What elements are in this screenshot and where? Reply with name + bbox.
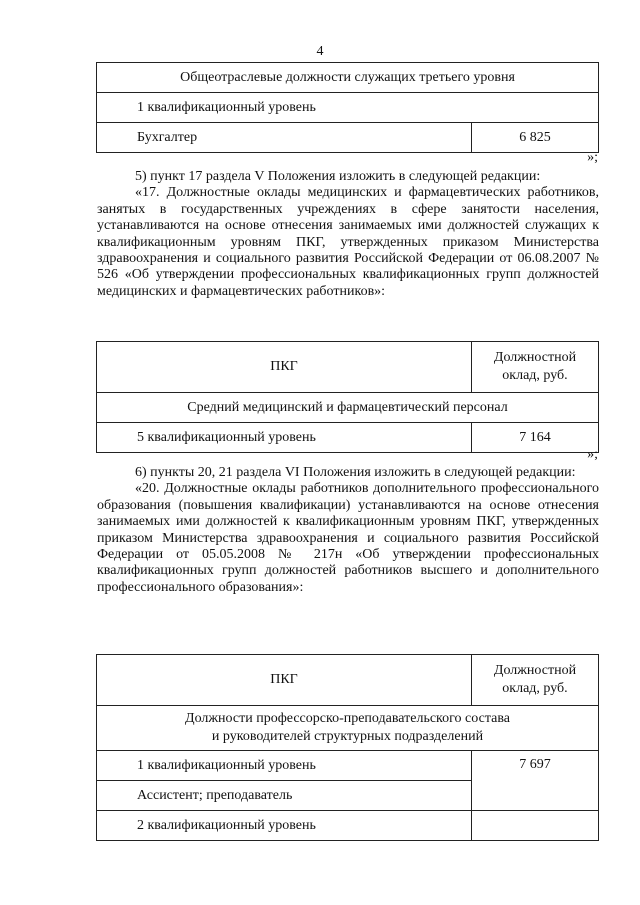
table-row bbox=[97, 342, 599, 393]
quote-close: »; bbox=[587, 447, 598, 462]
position-cell: Бухгалтер bbox=[97, 123, 472, 153]
column-header-pkg: ПКГ bbox=[97, 342, 472, 393]
salary-table-medical bbox=[96, 341, 599, 453]
page-number: 4 bbox=[316, 44, 324, 59]
amendment-paragraph-6 bbox=[97, 465, 599, 596]
table-row bbox=[97, 123, 599, 153]
table-row bbox=[97, 63, 599, 93]
qualification-level-cell: 1 квалификационный уровень bbox=[97, 751, 472, 781]
salary-cell: 7 697 bbox=[472, 751, 599, 811]
column-header-pkg: ПКГ bbox=[97, 655, 472, 706]
salary-cell: 7 164 bbox=[472, 423, 599, 453]
table-group-heading: Общеотраслевые должности служащих третьего уровня bbox=[97, 63, 599, 93]
salary-cell: 6 825 bbox=[472, 123, 599, 153]
amendment-lead: 5) пункт 17 раздела V Положения изложить в следующей редакции: bbox=[135, 169, 541, 184]
column-header-salary: Должностной оклад, руб. bbox=[472, 655, 599, 706]
quote-close: »; bbox=[587, 150, 598, 165]
qualification-level-cell: 5 квалификационный уровень bbox=[97, 423, 472, 453]
table-row bbox=[97, 655, 599, 706]
qualification-level-cell: 1 квалификационный уровень bbox=[97, 93, 599, 123]
table-row bbox=[97, 706, 599, 751]
table-row bbox=[97, 811, 599, 841]
table-row bbox=[97, 393, 599, 423]
column-header-salary: Должностной оклад, руб. bbox=[472, 342, 599, 393]
amendment-paragraph-5 bbox=[97, 169, 599, 300]
position-cell: Ассистент; преподаватель bbox=[97, 781, 472, 811]
table-row bbox=[97, 93, 599, 123]
table-row bbox=[97, 423, 599, 453]
salary-table-education bbox=[96, 654, 599, 841]
amendment-body: «20. Должностные оклады работников дополнительного профессионального образования (повышения квалификации) устанавливаются на основе отнесения занимаемых ими должностей к квалификационным уровням ПКГ, утвержденных приказом Министерства здравоохранения и социального развития Российской Федерации от 05.05.2008 № 217н «Об утверждении профессиональных квалификационных групп должностей работников высшего и дополнительного профессионального образования»: bbox=[97, 481, 599, 595]
table-row bbox=[97, 751, 599, 781]
salary-table-general bbox=[96, 62, 599, 153]
salary-cell-empty bbox=[472, 811, 599, 841]
table-group-heading: Должности профессорско-преподавательского состава и руководителей структурных подразделений bbox=[97, 706, 599, 751]
table-group-heading: Средний медицинский и фармацевтический персонал bbox=[97, 393, 599, 423]
amendment-lead: 6) пункты 20, 21 раздела VI Положения изложить в следующей редакции: bbox=[135, 465, 576, 480]
amendment-body: «17. Должностные оклады медицинских и фармацевтических работников, занятых в государственных учреждениях в сфере занятости населения, устанавливаются на основе отнесения занимаемых ими должностей служащих к квалификационным уровням ПКГ, утвержденных приказом Министерства здравоохранения и социального развития Российской Федерации от 06.08.2007 № 526 «Об утверждении профессиональных квалификационных групп должностей медицинских и фармацевтических работников»: bbox=[97, 185, 599, 299]
qualification-level-cell: 2 квалификационный уровень bbox=[97, 811, 472, 841]
